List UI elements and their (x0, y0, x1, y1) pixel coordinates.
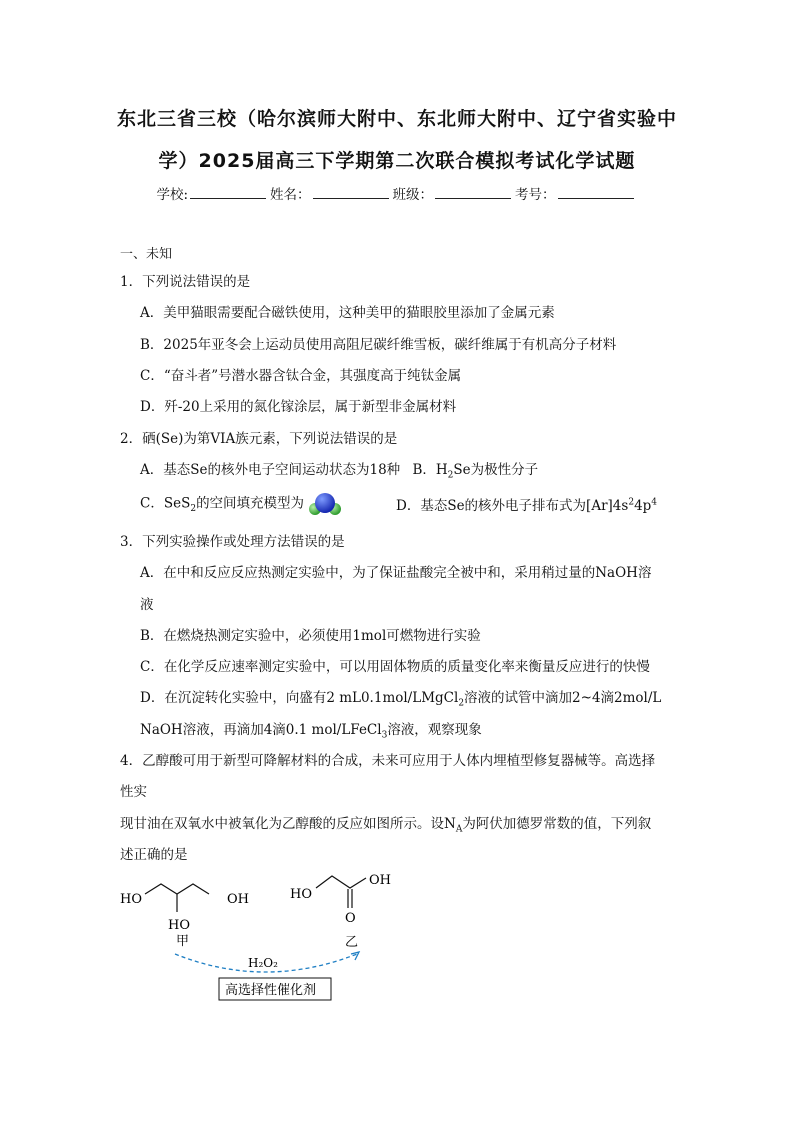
q2-option-c: C．SeS$_2$的空间填充模型为 (140, 491, 342, 517)
q1-option-c: C．“奋斗者”号潜水器含钛合金，其强度高于纯钛金属 (140, 368, 462, 384)
q2-option-a (140, 458, 538, 481)
q4-stem-line2: 性实 (120, 784, 147, 800)
q2-option-d: D．基态Se的核外电子排布式为$[Ar]4s^24p^4$ (396, 497, 658, 514)
q1-option-d: D．歼-20上采用的氮化镓涂层，属于新型非金属材料 (140, 399, 457, 415)
q3-option-d-line1: D．在沉淀转化实验中，向盛有2 mL0.1mol/LMgCl$_2$溶液的试管中滴加2~4滴2mol/L (140, 690, 662, 709)
q4-stem-line1: 4．乙醇酸可用于新型可降解材料的合成，未来可应用于人体内埋植型修复器械等。高选择 (120, 753, 656, 769)
name-label: 姓名： (270, 187, 311, 203)
school-label: 学校: (156, 187, 189, 203)
q2-option-b: B．$H_2Se$为极性分子 (412, 462, 539, 481)
reaction-scheme (115, 862, 415, 1012)
acid-carbonyl-o: O (345, 911, 356, 926)
catalyst-label: 高选择性催化剂 (225, 983, 317, 998)
glycerol-ho-left: HO (120, 892, 142, 907)
q1-stem: 1．下列说法错误的是 (120, 274, 251, 290)
q3-option-a-line1: A．在中和反应反应热测定实验中，为了保证盐酸完全被中和，采用稍过量的NaOH溶 (140, 565, 652, 581)
name-field[interactable] (313, 186, 389, 199)
label-jia: 甲 (176, 934, 190, 949)
q1-option-a: A．美甲猫眼需要配合磁铁使用，这种美甲的猫眼胶里添加了金属元素 (140, 305, 555, 321)
q3-option-c: C．在化学反应速率测定实验中，可以用固体物质的质量变化率来衡量反应进行的快慢 (140, 659, 650, 675)
arrow-head-icon (351, 952, 359, 960)
q3-stem: 3．下列实验操作或处理方法错误的是 (120, 534, 345, 550)
student-info-row (0, 183, 794, 203)
ses2-space-filling-model-icon (308, 491, 342, 517)
paper-title-line2: 学）2025届高三下学期第二次联合模拟考试化学试题 (158, 150, 636, 172)
exam-no-field[interactable] (558, 186, 634, 199)
class-field[interactable] (435, 186, 511, 199)
exam-no-label: 考号： (515, 187, 556, 203)
q2-option-a-text: A．基态Se的核外电子空间运动状态为18种 (140, 462, 401, 478)
q4-stem-line3: 现甘油在双氧水中被氧化为乙醇酸的反应如图所示。设$N_A$为阿伏加德罗常数的值，下列叙 (120, 816, 652, 835)
q4-stem-line4: 述正确的是 (120, 847, 188, 863)
paper-title-line1: 东北三省三校（哈尔滨师大附中、东北师大附中、辽宁省实验中 (116, 108, 677, 130)
reagent-h2o2: H₂O₂ (248, 956, 278, 970)
school-field[interactable] (190, 186, 266, 199)
q3-option-b: B．在燃烧热测定实验中，必须使用1mol可燃物进行实验 (140, 628, 481, 644)
glycerol-oh-right: OH (227, 892, 249, 907)
class-label: 班级： (392, 187, 434, 203)
glycolic-acid-structure (316, 876, 366, 908)
q1-option-b: B．2025年亚冬会上运动员使用高阻尼碳纤维雪板，碳纤维属于有机高分子材料 (140, 337, 617, 353)
acid-oh: OH (369, 873, 391, 888)
section-heading: 一、未知 (120, 247, 173, 262)
q3-option-a-line2: 液 (140, 597, 154, 613)
q2-stem: 2．硒(Se)为第VIA族元素，下列说法错误的是 (120, 431, 398, 447)
q3-option-d-line2: NaOH溶液，再滴加4滴0.1 mol/LFeCl$_3$溶液，观察现象 (140, 722, 482, 741)
acid-ho: HO (290, 887, 312, 902)
glycerol-ho-bottom: HO (168, 918, 190, 933)
glycerol-structure (145, 884, 209, 912)
label-yi: 乙 (345, 935, 359, 950)
